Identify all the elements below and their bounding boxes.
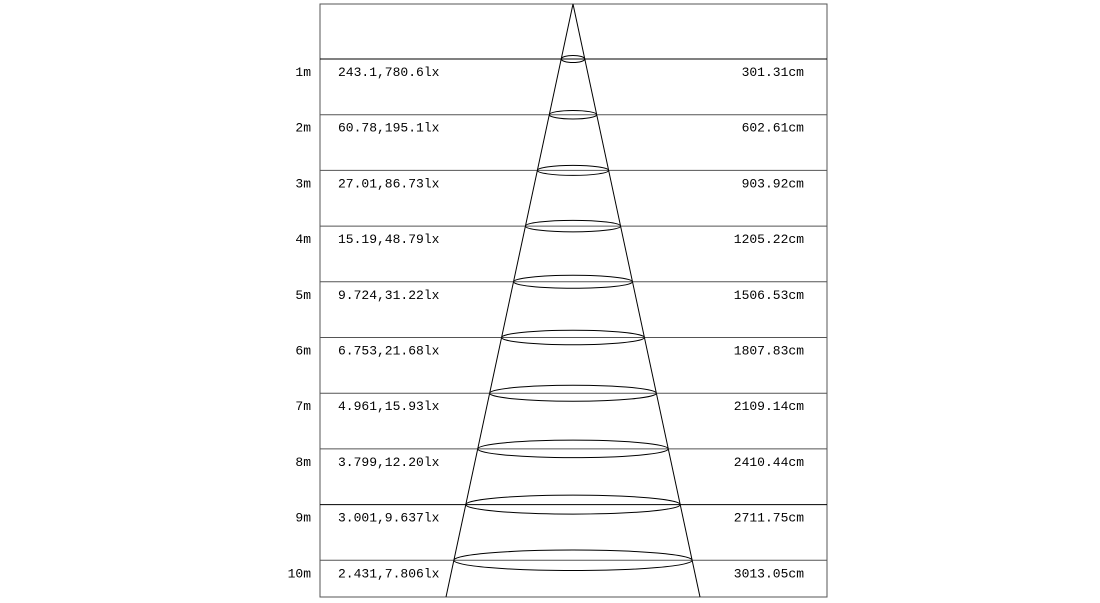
illuminance-label: 15.19,48.79lx: [338, 232, 440, 248]
cone-left-edge: [446, 4, 573, 597]
diameter-label: 1205.22cm: [733, 232, 804, 248]
distance-row: [295, 110, 827, 135]
illuminance-label: 60.78,195.1lx: [338, 120, 440, 136]
distance-label: 6m: [295, 343, 311, 359]
distance-row: [295, 220, 827, 247]
distance-row: [295, 56, 827, 81]
illuminance-label: 2.431,7.806lx: [338, 566, 440, 582]
illuminance-label: 3.001,9.637lx: [338, 510, 440, 526]
illuminance-label: 6.753,21.68lx: [338, 343, 440, 359]
diameter-label: 602.61cm: [741, 120, 804, 136]
distance-row: [295, 165, 827, 191]
distance-rows: [288, 56, 827, 582]
distance-row: [295, 440, 827, 470]
distance-label: 5m: [295, 287, 311, 303]
distance-label: 4m: [295, 232, 311, 248]
illuminance-label: 27.01,86.73lx: [338, 176, 440, 192]
illuminance-label: 9.724,31.22lx: [338, 287, 440, 303]
distance-row: [295, 330, 827, 358]
diameter-label: 301.31cm: [741, 65, 804, 80]
distance-row: [295, 385, 827, 414]
diameter-label: 903.92cm: [741, 176, 804, 192]
illuminance-label: 4.961,15.93lx: [338, 399, 440, 415]
distance-label: 10m: [287, 566, 311, 582]
diameter-label: 2109.14cm: [733, 399, 804, 415]
illuminance-label: 243.1,780.6lx: [338, 65, 440, 80]
distance-label: 9m: [295, 510, 311, 526]
diameter-label: 3013.05cm: [733, 566, 804, 582]
illuminance-label: 3.799,12.20lx: [338, 454, 440, 470]
diameter-label: 2410.44cm: [733, 454, 804, 470]
distance-row: [295, 495, 827, 525]
cone-right-edge: [573, 4, 700, 597]
distance-label: 1m: [295, 65, 311, 80]
distance-label: 2m: [295, 120, 311, 136]
distance-row: [288, 550, 827, 581]
diameter-label: 2711.75cm: [733, 510, 804, 526]
distance-row: [295, 275, 827, 303]
distance-label: 7m: [295, 399, 311, 415]
diameter-label: 1506.53cm: [733, 287, 804, 303]
distance-label: 3m: [295, 176, 311, 192]
distance-label: 8m: [295, 454, 311, 470]
diameter-label: 1807.83cm: [733, 343, 804, 359]
